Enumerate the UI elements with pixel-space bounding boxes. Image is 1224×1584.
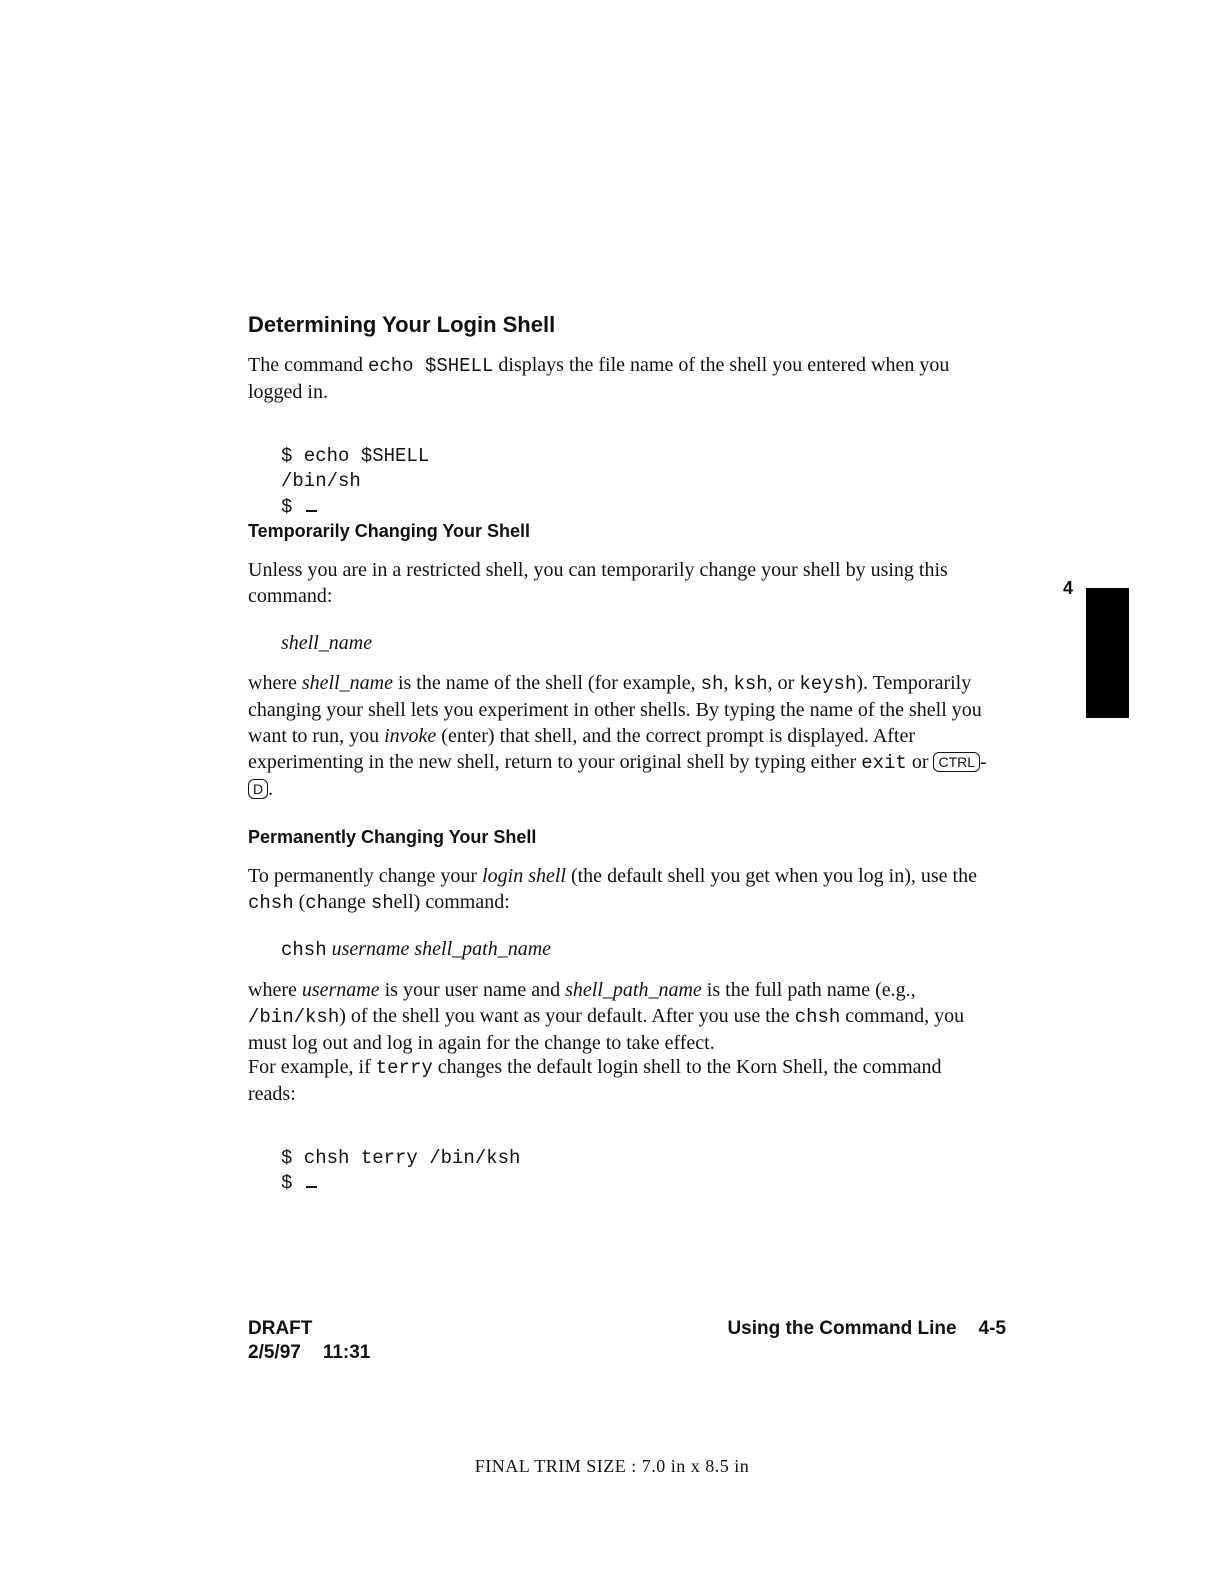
shell-name-syntax: shell_name (281, 632, 373, 654)
cursor (306, 510, 317, 512)
ksh-code: ksh (733, 673, 768, 695)
text: changes the default login shell to the Korn Shell, the command reads: (248, 1056, 942, 1105)
final-trim-size: FINAL TRIM SIZE : 7.0 in x 8.5 in (474, 1456, 750, 1476)
code-line-prompt (281, 495, 429, 521)
text: - (980, 751, 987, 773)
footer-date: 2/5/97 (248, 1342, 301, 1363)
intro-text: The command (248, 354, 368, 376)
cursor (306, 1186, 317, 1188)
chsh-syntax-cmd: chsh (281, 939, 327, 961)
permanent-syntax (281, 938, 551, 961)
text: (enter) that shell, and the correct prompt is displayed. After experimenting in the new shell, return to your original shell by typing either (248, 725, 916, 773)
temporary-body (248, 670, 1003, 802)
temporary-title: Temporarily Changing Your Shell (248, 521, 531, 541)
text: ( (293, 891, 306, 913)
example-intro (248, 1054, 978, 1107)
prompt: $ (281, 495, 293, 518)
text: or (906, 751, 934, 773)
login-shell-term: login shell (482, 865, 566, 887)
chapter-tab-bar (1086, 588, 1129, 718)
section-title: Determining Your Login Shell (248, 312, 556, 337)
footer-draft: DRAFT (248, 1318, 313, 1339)
shell-name-term: shell_name (301, 672, 393, 694)
permanent-intro (248, 863, 1003, 916)
chsh-syntax-args: username shell_path_name (331, 938, 552, 960)
username-term: username (301, 979, 380, 1001)
footer-datetime (248, 1342, 370, 1364)
code-line: $ chsh terry /bin/ksh (281, 1146, 521, 1169)
text: is the full path name (e.g., (701, 979, 916, 1001)
text: ange (328, 891, 371, 913)
text: ell) command: (393, 891, 510, 913)
temporary-syntax (281, 632, 372, 655)
text: For example, if (248, 1056, 376, 1078)
permanent-title: Permanently Changing Your Shell (248, 827, 537, 847)
text: (the default shell you get when you log in), use the (565, 865, 977, 887)
terry-code: terry (375, 1057, 433, 1079)
ch-code: ch (305, 892, 329, 914)
intro-text-2: displays the file name of the shell you entered when you logged in. (248, 354, 950, 403)
text: ). Temporarily changing your shell lets you experiment in other shells. By typing the name of the shell you want to run, you (248, 672, 982, 747)
code-line-prompt (281, 1171, 520, 1197)
permanent-body (248, 977, 998, 1056)
exit-code: exit (861, 752, 907, 774)
text: is the name of the shell (for example, (392, 672, 701, 694)
bin-ksh-code: /bin/ksh (248, 1006, 340, 1028)
footer-page-number: 4-5 (978, 1318, 1006, 1339)
keysh-code: keysh (799, 673, 857, 695)
intro-paragraph (248, 352, 1008, 405)
text: , (723, 672, 734, 694)
code-line: $ echo $SHELL (281, 444, 430, 467)
text: where (248, 672, 302, 694)
temporary-intro: Unless you are in a restricted shell, you can temporarily change your shell by using this command: (248, 559, 948, 607)
text: , or (767, 672, 800, 694)
echo-shell-code: echo $SHELL (367, 355, 494, 377)
text: To permanently change your (248, 865, 483, 887)
invoke-term: invoke (384, 725, 437, 747)
text: command, you must log out and log in again for the change to take effect. (248, 1005, 965, 1054)
d-key: D (248, 779, 268, 799)
text: is your user name and (379, 979, 566, 1001)
text: where (248, 979, 302, 1001)
chsh-code: chsh (248, 892, 294, 914)
prompt: $ (281, 1172, 293, 1194)
text: ) of the shell you want as your default. After you use the (339, 1005, 795, 1027)
chapter-tab-number: 4 (1063, 578, 1074, 598)
footer-time: 11:31 (322, 1342, 371, 1363)
footer-chapter-title: Using the Command Line (727, 1318, 957, 1339)
sh-code: sh (370, 892, 394, 914)
example-chsh (281, 1120, 520, 1222)
sh-code: sh (700, 673, 724, 695)
text: . (268, 778, 274, 800)
footer-running-head (727, 1318, 1006, 1340)
code-line: /bin/sh (281, 470, 361, 492)
chsh-code: chsh (794, 1006, 841, 1028)
ctrl-key: CTRL (933, 752, 980, 772)
shell-path-name-term: shell_path_name (565, 979, 702, 1001)
